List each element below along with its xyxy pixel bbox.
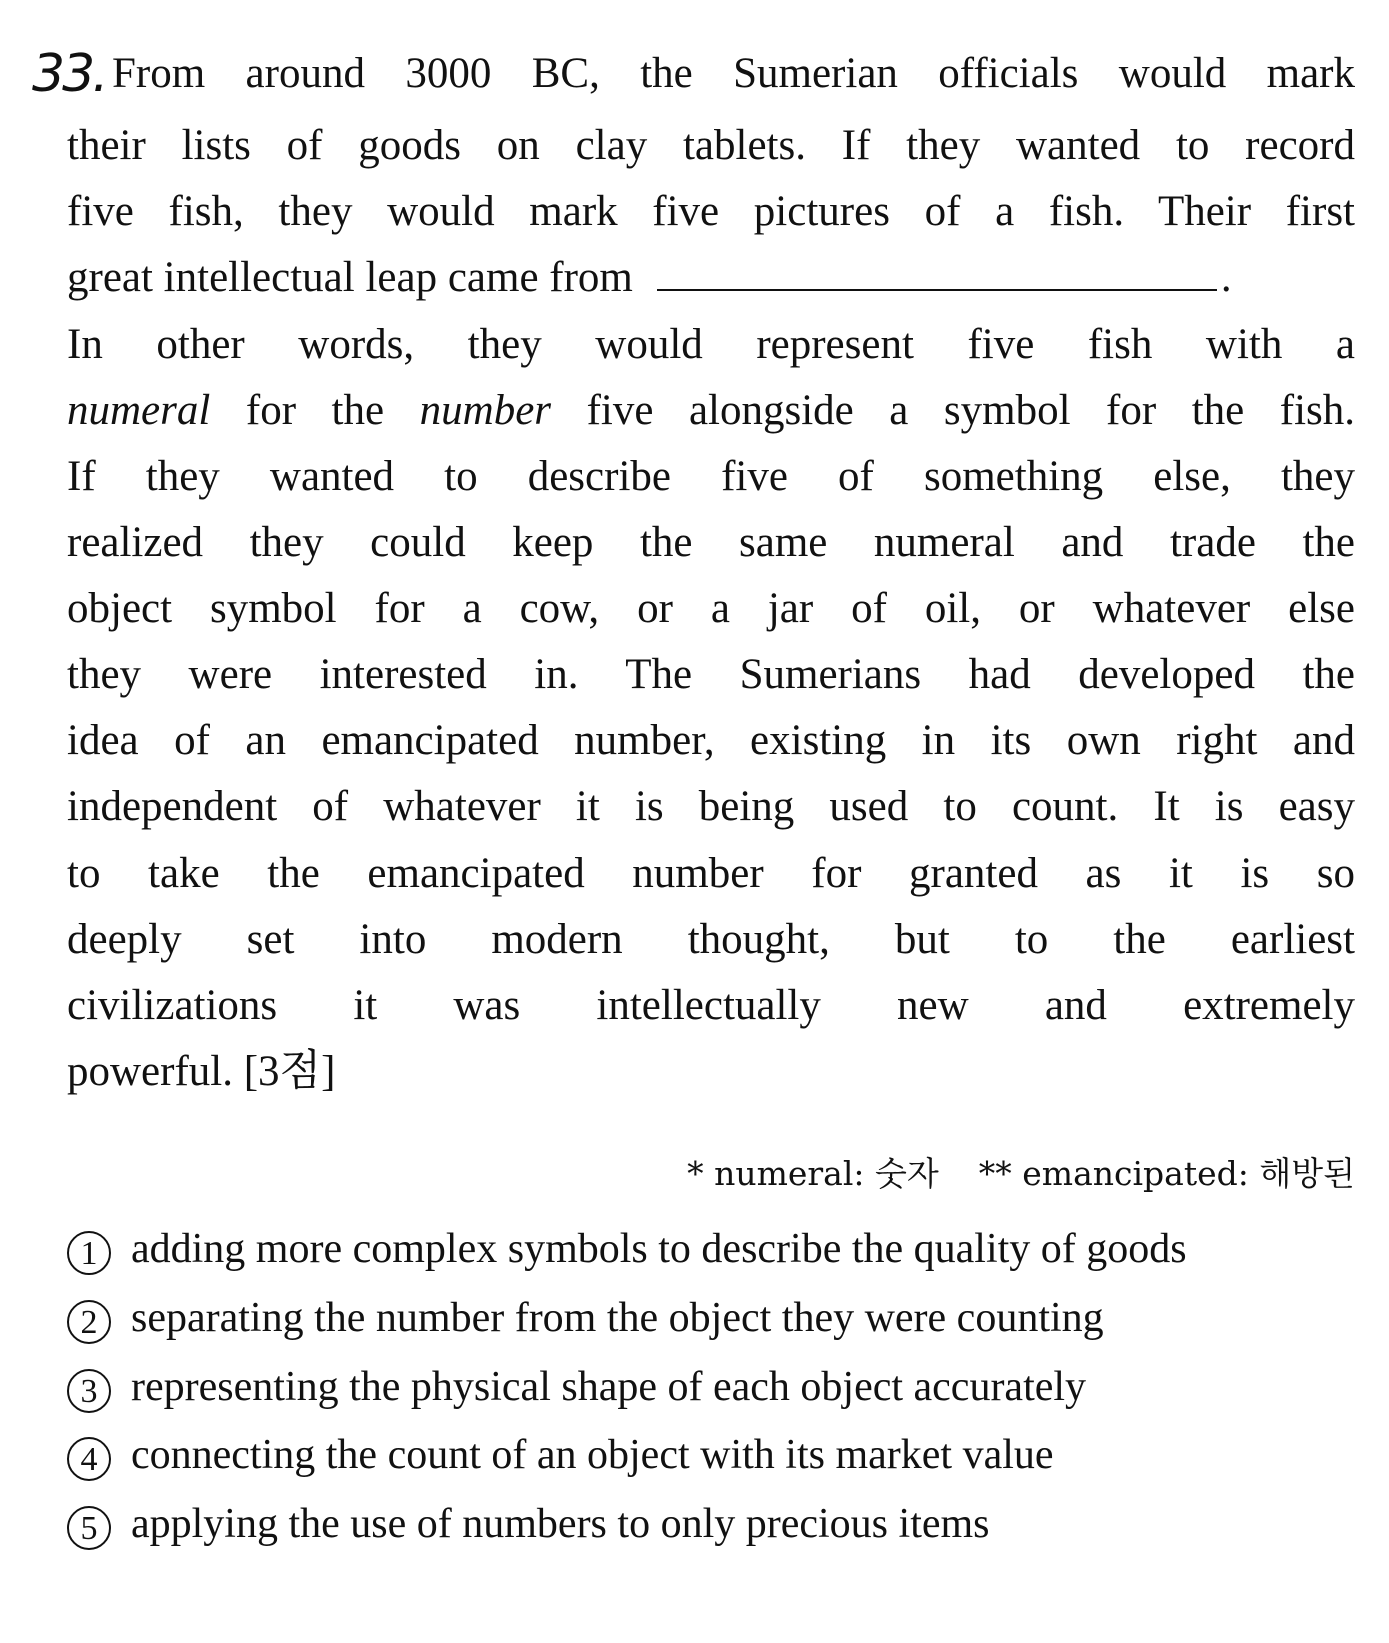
answer-choice[interactable] [67, 1497, 990, 1551]
passage-line: realized they could keep the same numeral and trade the [67, 519, 1355, 566]
answer-choice[interactable] [67, 1428, 1054, 1482]
choice-text: separating the number from the object they were counting [131, 1295, 1104, 1341]
passage-line: From around 3000 BC, the Sumerian officials would mark [112, 50, 1355, 97]
passage-line: In other words, they would represent five fish with a [67, 321, 1355, 368]
italic-number: number [419, 387, 552, 434]
choice-number: 4 [67, 1437, 111, 1481]
choice-text: applying the use of numbers to only precious items [131, 1501, 990, 1547]
passage-line: deeply set into modern thought, but to the earliest [67, 916, 1355, 963]
answer-choice[interactable] [67, 1360, 1086, 1414]
passage-line: object symbol for a cow, or a jar of oil, or whatever else [67, 585, 1355, 632]
passage-line: five fish, they would mark five pictures of a fish. Their first [67, 188, 1355, 235]
passage-line: they were interested in. The Sumerians had developed the [67, 651, 1355, 698]
passage-text: five alongside a symbol for the fish. [586, 387, 1355, 434]
glossary [687, 1152, 1355, 1196]
answer-choice[interactable] [67, 1222, 1187, 1276]
passage-line: their lists of goods on clay tablets. If they wanted to record [67, 122, 1355, 169]
italic-numeral: numeral [67, 387, 211, 434]
gloss-numeral: * numeral: 숫자 [687, 1154, 939, 1193]
choice-text: representing the physical shape of each object accurately [131, 1364, 1087, 1410]
choice-text: connecting the count of an object with its market value [131, 1432, 1054, 1478]
answer-blank [657, 255, 1217, 291]
question-number: 33. [32, 44, 106, 104]
passage-line: independent of whatever it is being used to count. It is easy [67, 783, 1355, 830]
choice-number: 3 [67, 1369, 111, 1413]
passage-line: If they wanted to describe five of something else, they [67, 453, 1355, 500]
passage-text: great intellectual leap came from [67, 254, 633, 301]
choice-text: adding more complex symbols to describe the quality of goods [131, 1226, 1187, 1272]
passage-line: idea of an emancipated number, existing in its own right and [67, 717, 1355, 764]
choice-number: 5 [67, 1506, 111, 1550]
passage-line-with-blank [67, 250, 1355, 306]
choice-number: 1 [67, 1231, 111, 1275]
answer-choice[interactable] [67, 1291, 1104, 1345]
choice-number: 2 [67, 1300, 111, 1344]
passage-line: powerful. [3점] [67, 1048, 336, 1095]
passage-line [67, 383, 1355, 439]
blank-period: . [1220, 254, 1232, 301]
gloss-emancipated: ** emancipated: 해방된 [978, 1154, 1355, 1193]
passage-line: civilizations it was intellectually new and extremely [67, 982, 1355, 1029]
passage-line: to take the emancipated number for granted as it is so [67, 850, 1355, 897]
passage-text: for the [245, 387, 385, 434]
